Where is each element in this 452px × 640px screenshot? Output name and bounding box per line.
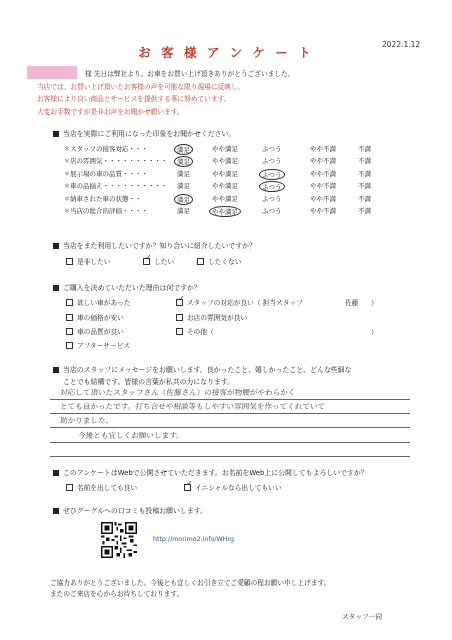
q4-title-text: 当店のスタッフにメッセージをお願いします。良かったこと、嬉しかったこと、どんな些細な — [63, 366, 352, 374]
signature: スタッフ一同 — [342, 613, 383, 621]
rating-option[interactable]: 不満 — [358, 182, 371, 191]
option-label: 是非したい — [77, 258, 111, 266]
rating-option[interactable]: やや不満 — [310, 194, 336, 203]
q3-option-7[interactable] — [66, 340, 130, 350]
intro-line-4: 大変お手数ですが是非お声をお聞かせ願います。 — [37, 107, 184, 116]
checkbox[interactable] — [66, 299, 73, 306]
q4-title — [53, 364, 351, 374]
rating-option-selected[interactable]: ふつう — [259, 169, 285, 180]
staff-close-paren: ） — [371, 299, 378, 307]
rating-option[interactable]: 満足 — [177, 182, 190, 191]
handwritten-line-3: 助かりました。 — [59, 416, 114, 425]
q2-option-3[interactable] — [197, 256, 241, 266]
option-label: 車の価格が安い — [77, 314, 124, 322]
square-bullet-icon — [53, 470, 59, 476]
rating-option[interactable]: やや不満 — [310, 207, 336, 215]
q3-option-5[interactable] — [66, 326, 124, 336]
rating-row — [0, 181, 452, 193]
writing-line — [50, 399, 410, 400]
rating-option-selected[interactable]: 満足 — [174, 156, 193, 167]
rating-row-label: 納車された車の状態・・ — [70, 194, 142, 203]
qr-code-icon[interactable] — [101, 522, 137, 558]
rating-row — [0, 194, 452, 206]
rating-option[interactable]: ふつう — [262, 145, 282, 153]
option-label: お店の雰囲気が良い — [187, 314, 248, 322]
rating-option-selected[interactable]: 満足 — [174, 144, 193, 155]
square-bullet-icon — [53, 285, 59, 291]
other-close-paren: ） — [371, 328, 378, 336]
q3-title — [53, 282, 201, 292]
q6-title — [53, 505, 207, 515]
survey-date: 2022.1.12 — [382, 40, 421, 49]
rating-row-label: 店の雰囲気・・・・・・・・・・ — [70, 157, 168, 166]
checkbox[interactable] — [176, 314, 183, 321]
rating-row-label: 車の品揃え・・・・・・・・・・ — [70, 182, 168, 191]
checkbox[interactable] — [66, 484, 73, 491]
option-label: アフターサービス — [77, 342, 131, 350]
rating-row-label: 展示場の車の品質・・・・ — [70, 169, 148, 178]
writing-line — [50, 413, 410, 414]
asterisk-bullet-icon: ＊ — [64, 195, 71, 203]
writing-line — [50, 442, 410, 443]
checkbox-checked[interactable] — [143, 258, 150, 265]
handwritten-line-1: 対応して頂いたスタッフさん（佐藤さん）の接客が物腰がやわらかく — [59, 388, 296, 397]
q2-title-text: 当店をまた利用したいですか？知り合いに紹介したいですか？ — [63, 242, 256, 250]
rating-option[interactable]: 不満 — [358, 169, 371, 178]
rating-option[interactable]: やや満足 — [212, 182, 238, 191]
option-label: その他（ — [187, 328, 214, 336]
rating-row-label: スタッフの接客対応・・・ — [70, 145, 148, 153]
rating-option[interactable]: 満足 — [177, 169, 190, 178]
asterisk-bullet-icon: ＊ — [64, 170, 71, 178]
rating-option[interactable]: ふつう — [262, 157, 282, 166]
handwritten-line-4: 今後とも宜しくお願いします。 — [77, 431, 185, 440]
asterisk-bullet-icon: ＊ — [64, 183, 71, 191]
intro-line-1: 様 先日は弊社より、お車をお買い上げ頂きありがとうございました。 — [85, 70, 295, 78]
q3-option-3[interactable] — [66, 312, 124, 322]
asterisk-bullet-icon: ＊ — [64, 208, 71, 215]
checkbox-checked[interactable] — [184, 484, 191, 491]
asterisk-bullet-icon: ＊ — [64, 146, 71, 153]
rating-option[interactable]: 不満 — [358, 145, 371, 153]
q5-option-2[interactable] — [184, 482, 282, 492]
checkbox[interactable] — [66, 258, 73, 265]
q5-title — [53, 467, 368, 477]
square-bullet-icon — [53, 131, 59, 137]
rating-option[interactable]: やや不満 — [310, 145, 336, 153]
option-label: イニシャルなら出してもいい — [195, 484, 282, 492]
q3-option-6[interactable] — [176, 326, 214, 336]
page-title: お 客 様 ア ン ケ ー ト — [138, 45, 314, 60]
rating-option[interactable]: やや満足 — [212, 169, 238, 178]
option-label: 名前を出しても良い — [77, 484, 138, 492]
option-label: 欲しい車があった — [77, 299, 131, 307]
rating-row — [0, 169, 452, 181]
handwritten-line-2: とても良かったです。打ち合せや相談等もしやすい雰囲気を作ってくれていて — [59, 402, 326, 411]
option-label: 車の品質が良い — [77, 328, 124, 336]
rating-option[interactable]: やや不満 — [310, 182, 336, 191]
intro-text — [37, 68, 294, 118]
review-url-link[interactable]: http://morimo2.info/WHrg — [153, 536, 234, 543]
rating-row-label: 当店の総合的評価・・・・ — [70, 207, 148, 215]
q3-option-2[interactable] — [176, 297, 303, 307]
closing-line-1: ご協力ありがとうございました。今後とも宜しくお引き立てご愛顧の程お願い申し上げます。 — [50, 579, 331, 587]
q2-option-2[interactable] — [143, 256, 174, 266]
checkbox[interactable] — [197, 258, 204, 265]
rating-option[interactable]: ふつう — [262, 194, 282, 203]
rating-option-selected[interactable]: 満足 — [174, 194, 193, 205]
checkbox[interactable] — [66, 342, 73, 349]
intro-line-2: 当店では、お買い上げ頂いたお客様の声を可能な限り現場に反映し、 — [37, 82, 245, 91]
rating-option[interactable]: やや満足 — [212, 194, 238, 203]
square-bullet-icon — [53, 508, 59, 514]
q5-title-text: このアンケートはWebで公開させていただきます。お名前をWeb上に公開してもよろしいですか？ — [63, 469, 368, 477]
option-label: スタッフの対応が良い（ 担当スタッフ — [187, 299, 303, 307]
rating-row — [0, 144, 452, 156]
rating-option[interactable]: 不満 — [358, 157, 371, 166]
square-bullet-icon — [53, 367, 59, 373]
checkbox-checked[interactable] — [176, 299, 183, 306]
rating-option[interactable]: やや満足 — [212, 145, 238, 153]
checkbox[interactable] — [66, 328, 73, 335]
rating-option-selected[interactable]: やや満足 — [209, 206, 241, 217]
q2-option-1[interactable] — [66, 256, 110, 266]
option-label: したくない — [208, 258, 242, 266]
q1-title — [53, 128, 235, 138]
rating-option[interactable]: ふつう — [262, 207, 282, 215]
closing-line-2: またのご来店を心からお待ちしております。 — [50, 590, 184, 598]
checkbox[interactable] — [66, 314, 73, 321]
rating-option[interactable]: やや不満 — [310, 157, 336, 166]
square-bullet-icon — [53, 243, 59, 249]
writing-line — [50, 456, 410, 457]
closing-text — [50, 578, 330, 600]
q2-title — [53, 240, 256, 250]
q5-option-1[interactable] — [66, 482, 137, 492]
rating-option[interactable]: 不満 — [358, 207, 371, 215]
q4-title-line-2: ことでも結構です。皆様の言葉が私共の力になります。 — [63, 378, 235, 386]
asterisk-bullet-icon: ＊ — [64, 158, 71, 166]
rating-option-selected[interactable]: ふつう — [259, 181, 285, 192]
rating-option[interactable]: やや満足 — [212, 157, 238, 166]
rating-option[interactable]: 満足 — [177, 207, 190, 215]
q6-title-text: ぜひグーグルへの口コミも投稿お願いします。 — [63, 507, 207, 515]
option-label: したい — [154, 258, 175, 266]
rating-row — [0, 156, 452, 168]
q3-option-4[interactable] — [176, 312, 247, 322]
rating-option[interactable]: やや不満 — [310, 169, 336, 178]
rating-option[interactable]: 不満 — [358, 194, 371, 203]
intro-line-3: お客様により良い商品とサービスを提供する事に努めています。 — [37, 95, 231, 103]
q3-option-1[interactable] — [66, 297, 130, 307]
checkbox[interactable] — [176, 328, 183, 335]
q3-title-text: ご購入を決めていただいた理由は何ですか？ — [63, 284, 201, 292]
q1-title-text: 当店を実際にご利用になった印象をお聞かせください。 — [63, 130, 236, 138]
rating-row — [0, 206, 452, 218]
staff-name: 佐藤 — [345, 299, 359, 307]
writing-line — [50, 427, 410, 428]
